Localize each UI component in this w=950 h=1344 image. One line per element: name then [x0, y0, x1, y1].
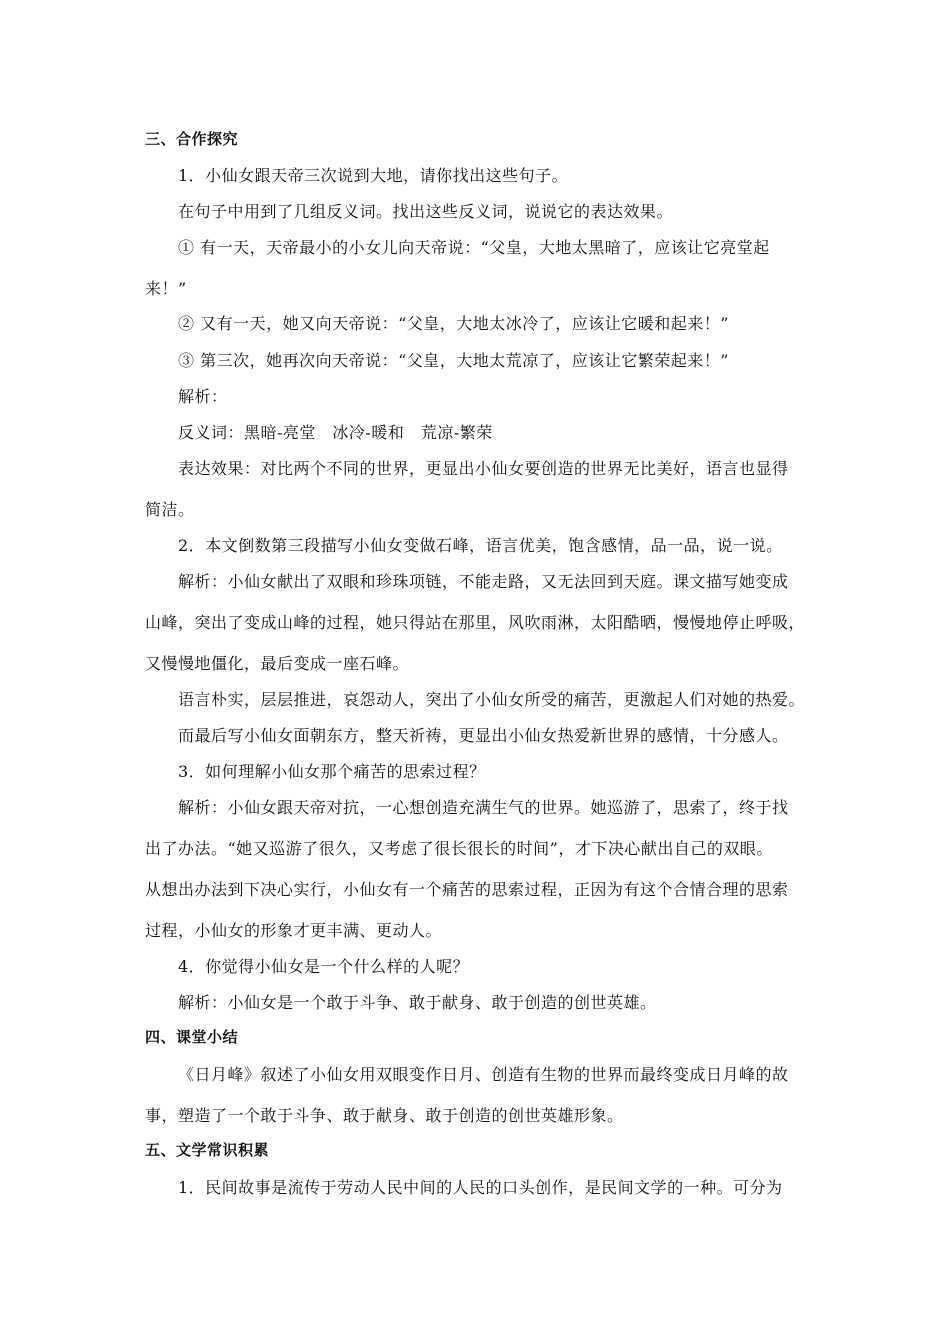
effect-line-2: 简洁。: [145, 500, 195, 519]
sentence-3: ③ 第三次，她再次向天帝说：“父皇，大地太荒凉了，应该让它繁荣起来！”: [178, 351, 729, 370]
q3-analysis-line-2: 出了办法。“她又巡游了很久，又考虑了很长很长的时间”，才下决心献出自己的双眼。: [145, 839, 773, 858]
q3-analysis-line-1: 解析：小仙女跟天帝对抗，一心想创造充满生气的世界。她巡游了，思索了，终于找: [178, 798, 789, 817]
antonyms-line: 反义词：黑暗-亮堂 冰冷-暖和 荒凉-繁荣: [178, 423, 493, 442]
q3-analysis-line-4: 过程，小仙女的形象才更丰满、更动人。: [145, 921, 443, 940]
sentence-1-line-2: 来！”: [145, 279, 187, 298]
analysis-label: 解析：: [178, 387, 228, 406]
q2-analysis-line-2: 山峰，突出了变成山峰的过程，她只得站在那里，风吹雨淋，太阳酷晒，慢慢地停止呼吸，: [145, 613, 806, 632]
q2-analysis-line-5: 而最后写小仙女面朝东方，整天祈祷，更显出小仙女热爱新世界的感情，十分感人。: [178, 726, 789, 745]
section-5-heading: 五、文学常识积累: [145, 1141, 270, 1159]
question-3: 3．如何理解小仙女那个痛苦的思索过程？: [178, 762, 486, 781]
q4-analysis: 解析：小仙女是一个敢于斗争、敢于献身、敢于创造的创世英雄。: [178, 993, 657, 1012]
q2-analysis-line-4: 语言朴实，层层推进，哀怨动人，突出了小仙女所受的痛苦，更激起人们对她的热爱。: [178, 690, 806, 709]
question-2: 2．本文倒数第三段描写小仙女变做石峰，语言优美，饱含感情，品一品，说一说。: [178, 536, 783, 555]
literature-line-1: 1．民间故事是流传于劳动人民中间的人民的口头创作，是民间文学的一种。可分为: [178, 1178, 783, 1197]
q2-analysis-line-3: 又慢慢地僵化，最后变成一座石峰。: [145, 654, 410, 673]
q3-analysis-line-3: 从想出办法到下决心实行，小仙女有一个痛苦的思索过程，正因为有这个合情合理的思索: [145, 880, 789, 899]
question-1-sub: 在句子中用到了几组反义词。找出这些反义词，说说它的表达效果。: [178, 202, 674, 221]
summary-line-2: 事，塑造了一个敢于斗争、敢于献身、敢于创造的创世英雄形象。: [145, 1106, 624, 1125]
sentence-2: ② 又有一天，她又向天帝说：“父皇，大地太冰冷了，应该让它暖和起来！”: [178, 314, 729, 333]
section-3-heading: 三、合作探究: [145, 130, 239, 148]
question-4: 4．你觉得小仙女是一个什么样的人呢？: [178, 957, 470, 976]
sentence-1-line-1: ① 有一天，天帝最小的小女儿向天帝说：“父皇，大地太黑暗了，应该让它亮堂起: [178, 238, 770, 257]
question-1: 1．小仙女跟天帝三次说到大地，请你找出这些句子。: [178, 166, 569, 185]
effect-line-1: 表达效果：对比两个不同的世界，更显出小仙女要创造的世界无比美好，语言也显得: [178, 459, 789, 478]
section-4-heading: 四、课堂小结: [145, 1028, 239, 1046]
summary-line-1: 《日月峰》叙述了小仙女用双眼变作日月、创造有生物的世界而最终变成日月峰的故: [178, 1065, 789, 1084]
q2-analysis-line-1: 解析：小仙女献出了双眼和珍珠项链，不能走路，又无法回到天庭。课文描写她变成: [178, 572, 789, 591]
